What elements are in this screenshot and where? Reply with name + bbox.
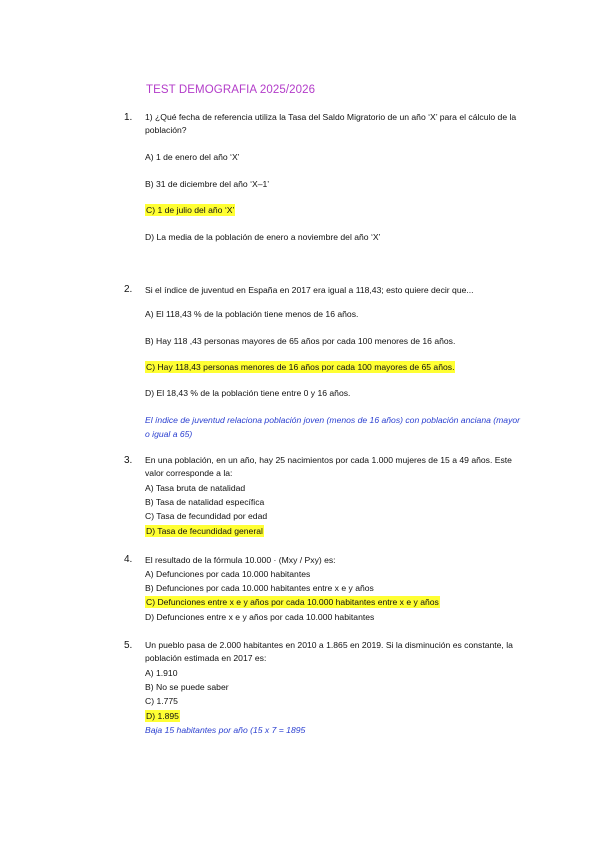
question-5-note: Baja 15 habitantes por año (15 x 7 = 1895 — [145, 725, 306, 735]
question-4-option-d: D) Defunciones entre x e y años por cada 10.000 habitantes — [145, 612, 375, 622]
question-5-option-c: C) 1.775 — [145, 696, 178, 706]
question-5-number: 5. — [124, 640, 133, 651]
question-4-number: 4. — [124, 554, 133, 565]
highlighted-answer: C) Hay 118,43 personas menores de 16 años por cada 100 mayores de 65 años. — [146, 362, 455, 372]
question-1-option-b: B) 31 de diciembre del año ‘X–1’ — [145, 179, 270, 189]
question-3-number: 3. — [124, 455, 133, 466]
highlighted-answer: C) Defunciones entre x e y años por cada 10.000 habitantes entre x e y años — [146, 597, 439, 607]
question-3-option-a: A) Tasa bruta de natalidad — [145, 483, 246, 493]
question-3-option-c: C) Tasa de fecundidad por edad — [145, 511, 268, 521]
question-2-option-c — [145, 361, 455, 374]
question-3-text: En una población, en un año, hay 25 nacimientos por cada 1.000 mujeres de 15 a 49 años. Este valor corresponde a la: — [145, 455, 512, 478]
question-1-number: 1. — [124, 112, 133, 123]
question-2-option-b: B) Hay 118 ,43 personas mayores de 65 años por cada 100 menores de 16 años. — [145, 336, 456, 346]
question-1-text: 1) ¿Qué fecha de referencia utiliza la Tasa del Saldo Migratorio de un año ‘X’ para el cálculo de la población? — [145, 112, 517, 135]
question-2-number: 2. — [124, 284, 133, 295]
question-5-option-d — [145, 710, 180, 723]
question-5-option-b: B) No se puede saber — [145, 682, 229, 692]
question-4-text: El resultado de la fórmula 10.000 · (Mxy / Pxy) es: — [145, 555, 336, 565]
question-4-option-a: A) Defunciones por cada 10.000 habitantes — [145, 569, 311, 579]
question-2-option-a: A) El 118,43 % de la población tiene menos de 16 años. — [145, 309, 359, 319]
question-4-option-b: B) Defunciones por cada 10.000 habitantes entre x e y años — [145, 583, 374, 593]
question-1-option-c — [145, 204, 235, 217]
question-2-option-d: D) El 18,43 % de la población tiene entre 0 y 16 años. — [145, 388, 351, 398]
page-title: TEST DEMOGRAFIA 2025/2026 — [146, 84, 316, 96]
highlighted-answer: C) 1 de julio del año ‘X’ — [146, 205, 235, 215]
question-5-option-a: A) 1.910 — [145, 668, 178, 678]
question-2-text: Si el índice de juventud en España en 2017 era igual a 118,43; esto quiere decir que... — [145, 285, 474, 295]
question-4-option-c — [145, 596, 440, 609]
question-1-option-d: D) La media de la población de enero a noviembre del año ‘X’ — [145, 232, 381, 242]
question-5-text: Un pueblo pasa de 2.000 habitantes en 2010 a 1.865 en 2019. Si la disminución es constante, la población estimada en 2017 es: — [145, 640, 513, 663]
question-1-option-a: A) 1 de enero del año ‘X’ — [145, 152, 240, 162]
question-3-option-d — [145, 525, 264, 538]
question-3-option-b: B) Tasa de natalidad específica — [145, 497, 265, 507]
highlighted-answer: D) 1.895 — [146, 711, 179, 721]
question-2-note: El índice de juventud relaciona población joven (menos de 16 años) con población anciana (mayor o igual a 65) — [145, 415, 521, 439]
highlighted-answer: D) Tasa de fecundidad general — [146, 526, 263, 536]
